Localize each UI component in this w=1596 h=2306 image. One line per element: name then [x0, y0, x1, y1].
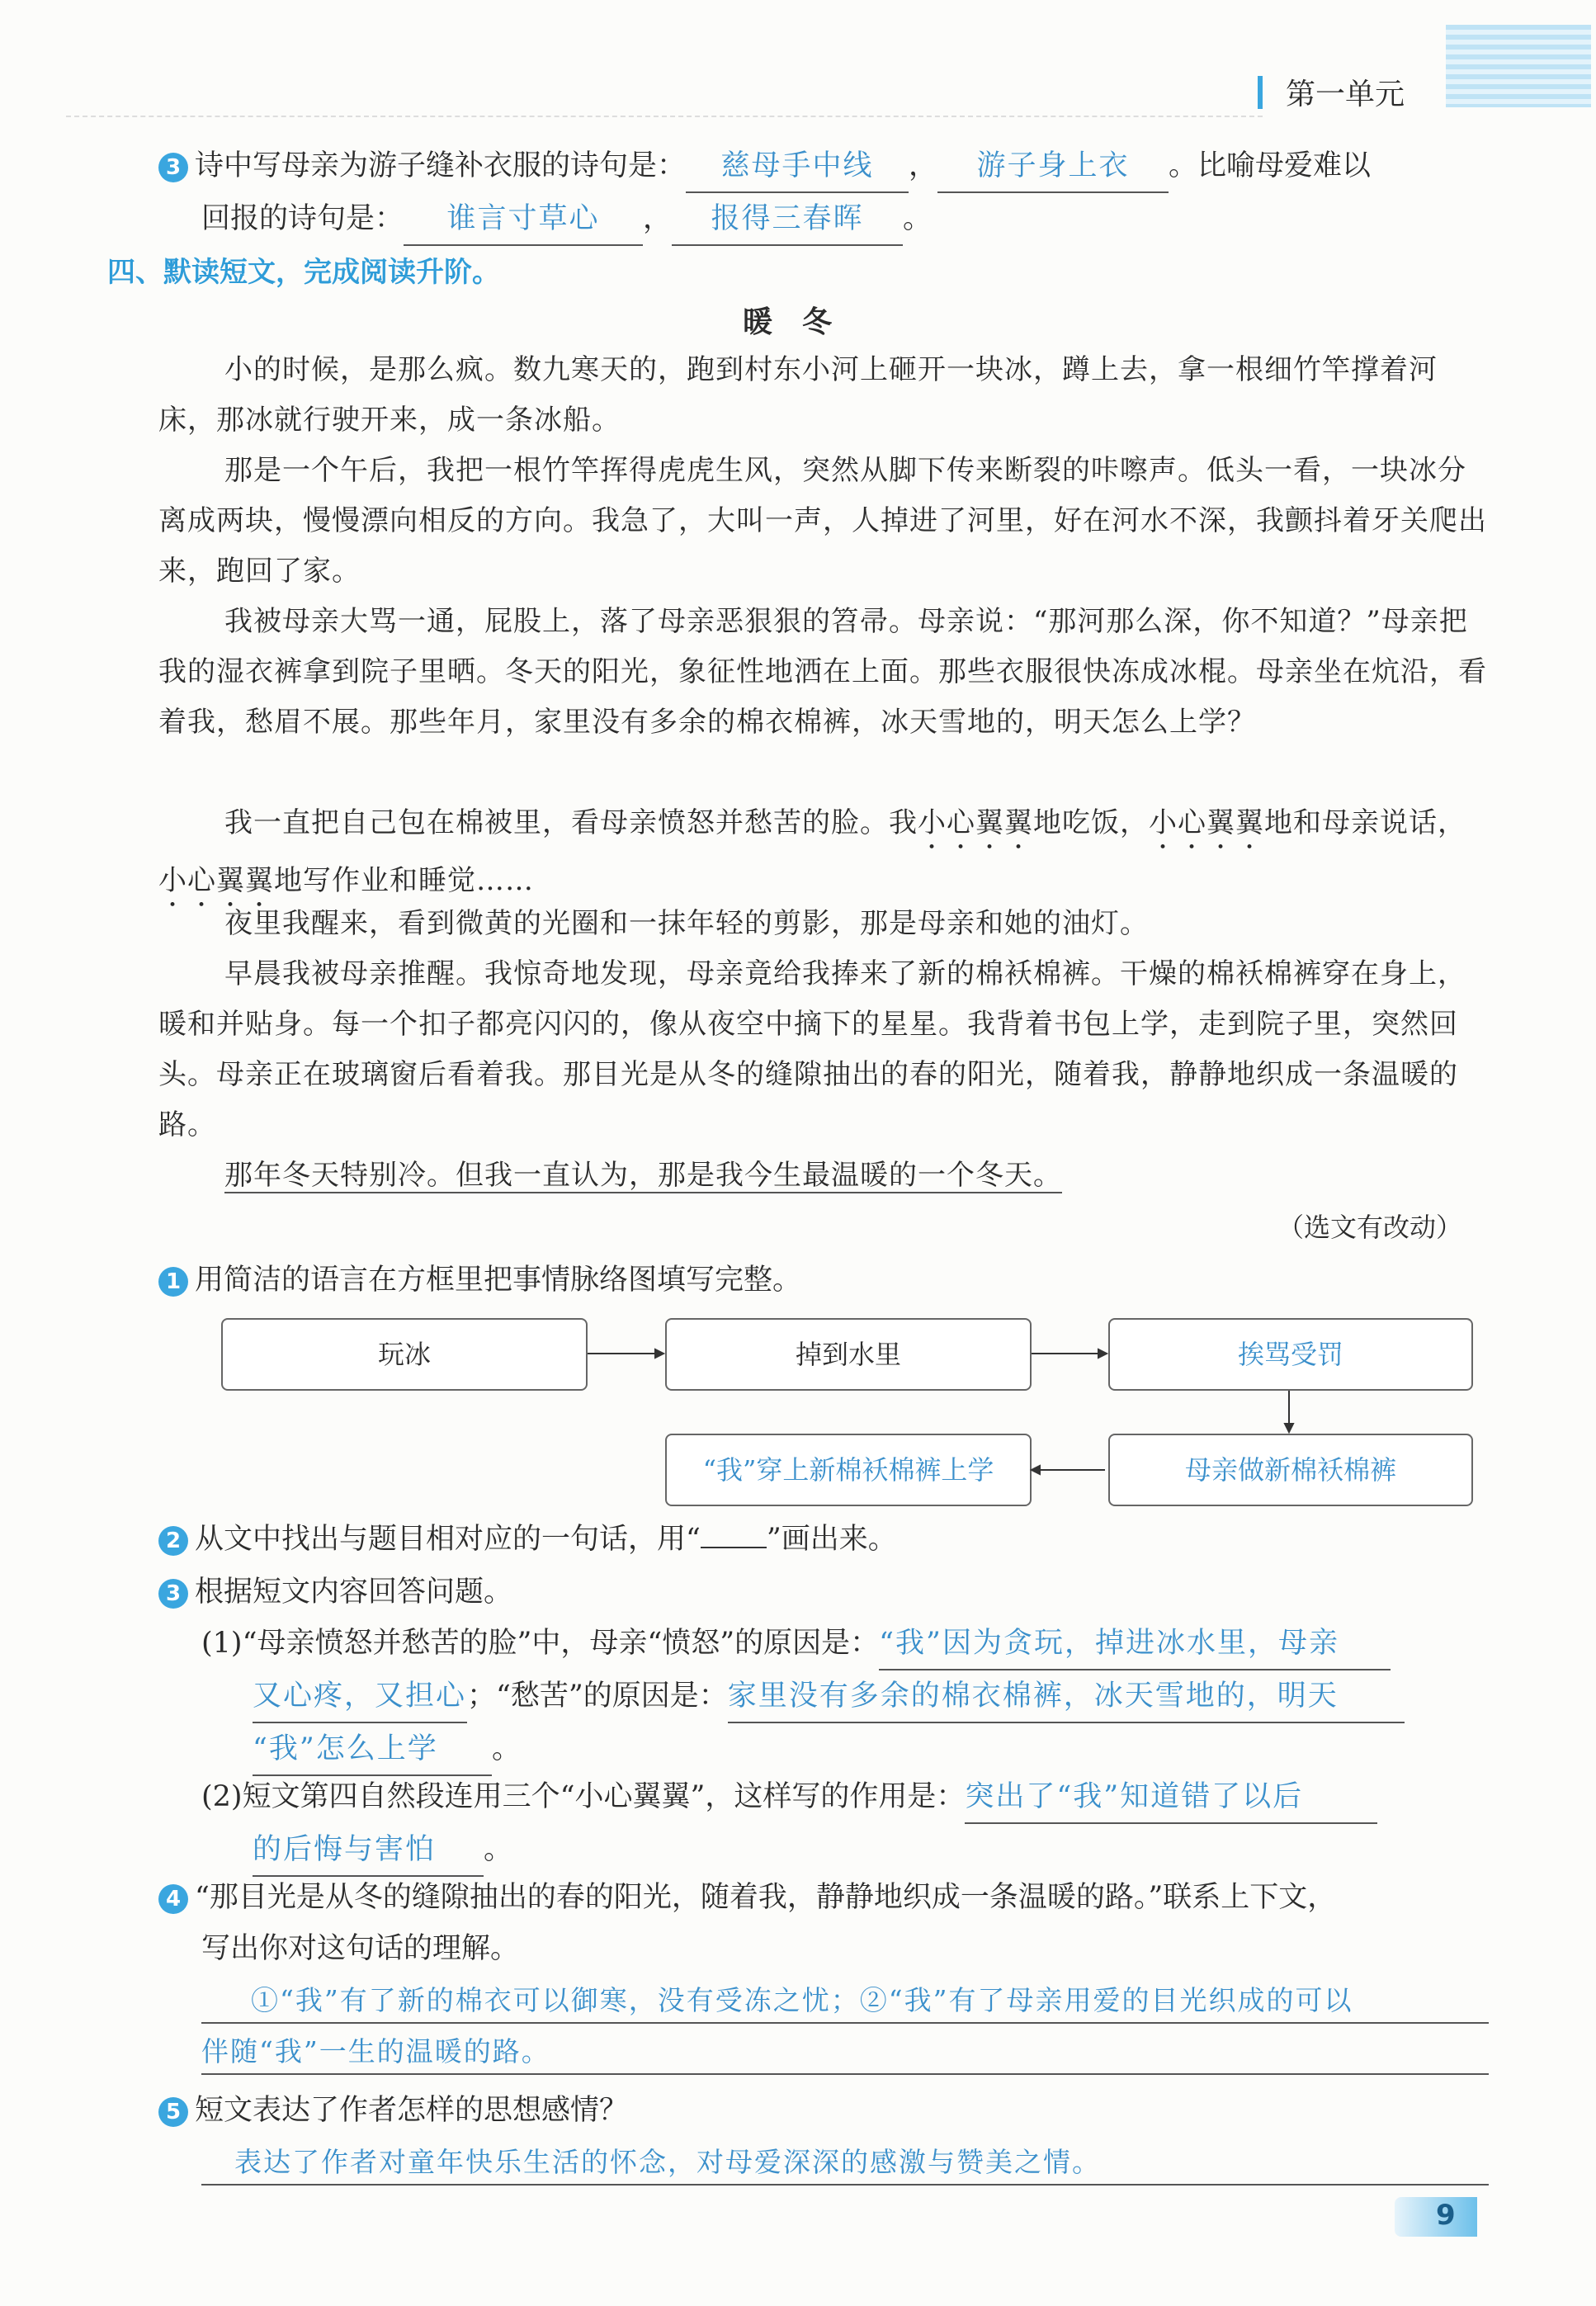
question-number-badge: 2 [158, 1526, 188, 1556]
question-4 [158, 1872, 1495, 1974]
answer-line: “我”怎么上学 [253, 1723, 492, 1776]
question-text: (2)短文第四自然段连用三个“小心翼翼”，这样写的作用是： [201, 1780, 966, 1813]
paragraph: 小的时候，是那么疯。数九寒天的，跑到村东小河上砸开一块冰，蹲上去，拿一根细竹竿撑着河床，那冰就行驶开来，成一条冰船。 [158, 353, 1438, 437]
underlined-sentence: 那年冬天特别冷。但我一直认为，那是我今生最温暖的一个冬天。 [224, 1159, 1062, 1192]
question-number-badge: 3 [158, 153, 188, 182]
answer-line: 谁言寸草心 [404, 193, 643, 246]
question-number-badge: 3 [158, 1579, 188, 1609]
question-number-badge: 4 [158, 1884, 188, 1914]
answer-line: ①“我”有了新的棉衣可以御寒，没有受冻之忧；②“我”有了母亲用爱的目光织成的可以 [201, 1979, 1489, 2024]
punct: 。 [903, 202, 933, 235]
flow-box-go-school: “我”穿上新棉袄棉裤上学 [665, 1434, 1032, 1506]
section-heading: 四、默读短文，完成阅读升阶。 [107, 256, 500, 289]
question-text: 回报的诗句是： [201, 202, 404, 235]
answer-line: 报得三春晖 [672, 193, 903, 246]
paragraph: 那是一个午后，我把一根竹竿挥得虎虎生风，突然从脚下传来断裂的咔嚓声。低头一看，一块冰分离成两块，慢慢漂向相反的方向。我急了，大叫一声，人掉进了河里，好在河水不深，我颤抖着牙关爬出来，跑回了家。 [158, 454, 1487, 588]
question-text: 根据短文内容回答问题。 [195, 1576, 513, 1609]
question-text: “那目光是从冬的缝隙抽出的春的阳光，随着我，静静地织成一条温暖的路。”联系上下文， [195, 1881, 1337, 1914]
question-3-sub1 [201, 1618, 1489, 1776]
question-text: ；“愁苦”的原因是： [467, 1680, 728, 1713]
question-text: (1)“母亲愤怒并愁苦的脸”中，母亲“愤怒”的原因是： [201, 1627, 880, 1660]
question-number-badge: 5 [158, 2097, 188, 2127]
flow-box-mother-sews: 母亲做新棉袄棉裤 [1108, 1434, 1473, 1506]
article-title: 暖 冬 [743, 305, 833, 339]
emphasized-word: 小心翼翼 [1149, 806, 1264, 839]
text: 我一直把自己包在棉被里，看母亲愤怒并愁苦的脸。我 [224, 806, 918, 839]
question-3-sub2 [201, 1771, 1489, 1877]
question-text: 短文表达了作者怎样的思想感情？ [195, 2094, 629, 2127]
source-note: （选文有改动） [1277, 1212, 1463, 1243]
question-5 [158, 2085, 628, 2136]
question-text: 用简洁的语言在方框里把事情脉络图填写完整。 [195, 1264, 802, 1297]
paragraph: 夜里我醒来，看到微黄的光圈和一抹年轻的剪影，那是母亲和她的油灯。 [224, 907, 1149, 940]
punct: 。 [484, 1833, 513, 1866]
question-text: 写出你对这句话的理解。 [201, 1932, 520, 1965]
text: 地和母亲说话， [1264, 806, 1466, 839]
answer-line: 的后悔与害怕 [253, 1824, 484, 1877]
answer-line: 游子身上衣 [937, 140, 1169, 193]
answer-line: 又心疼，又担心 [253, 1670, 467, 1723]
text: 地写作业和睡觉…… [274, 864, 534, 897]
punct: 。 [492, 1732, 522, 1765]
flow-box-play-ice: 玩冰 [221, 1318, 588, 1391]
answer-line: 伴随“我”一生的温暖的路。 [201, 2030, 1489, 2075]
flow-box-fall-water: 掉到水里 [665, 1318, 1032, 1391]
question-text: 从文中找出与题目相对应的一句话，用“ [195, 1523, 701, 1556]
answer-line: 突出了“我”知道错了以后 [965, 1771, 1377, 1824]
flow-box-scolded: 挨骂受罚 [1108, 1318, 1473, 1391]
answer-line: 慈母手中线 [686, 140, 909, 193]
paragraph: 我被母亲大骂一通，屁股上，落了母亲恶狠狠的笤帚。母亲说：“那河那么深，你不知道？”母亲把我的湿衣裤拿到院子里晒。冬天的阳光，象征性地洒在上面。那些衣服很快冻成冰棍。母亲坐在炕沿，看着我，愁眉不展。那些年月，家里没有多余的棉衣棉裤，冰天雪地的，明天怎么上学？ [158, 605, 1487, 739]
question-text: ”画出来。 [766, 1523, 897, 1556]
punct: ， [643, 202, 673, 235]
paragraph: 早晨我被母亲推醒。我惊奇地发现，母亲竟给我捧来了新的棉袄棉裤。干燥的棉袄棉裤穿在身上，暖和并贴身。每一个扣子都亮闪闪的，像从夜空中摘下的星星。我背着书包上学，走到院子里，突然回头。母亲正在玻璃窗后看着我。那目光是从冬的缝隙抽出的春的阳光，随着我，静静地织成一条温暖的路。 [158, 957, 1466, 1141]
punct: ， [909, 149, 938, 182]
page-number: 9 [1436, 2199, 1456, 2232]
answer-line: 家里没有多余的棉衣棉裤，冰天雪地的，明天 [728, 1670, 1405, 1723]
emphasized-word: 小心翼翼 [918, 806, 1033, 839]
answer-line: “我”因为贪玩，掉进冰水里，母亲 [879, 1618, 1391, 1670]
question-2 [158, 1514, 897, 1565]
unit-label: 第一单元 [1286, 78, 1405, 111]
question-number-badge: 1 [158, 1267, 188, 1297]
answer-line: 表达了作者对童年快乐生活的怀念，对母爱深深的感激与赞美之情。 [201, 2141, 1489, 2186]
question-3 [158, 1566, 512, 1618]
emphasized-word: 小心翼翼 [158, 864, 274, 897]
question-text: 诗中写母亲为游子缝补衣服的诗句是： [195, 149, 687, 182]
text: 地吃饭， [1033, 806, 1149, 839]
question-text: 。比喻母爱难以 [1169, 149, 1372, 182]
